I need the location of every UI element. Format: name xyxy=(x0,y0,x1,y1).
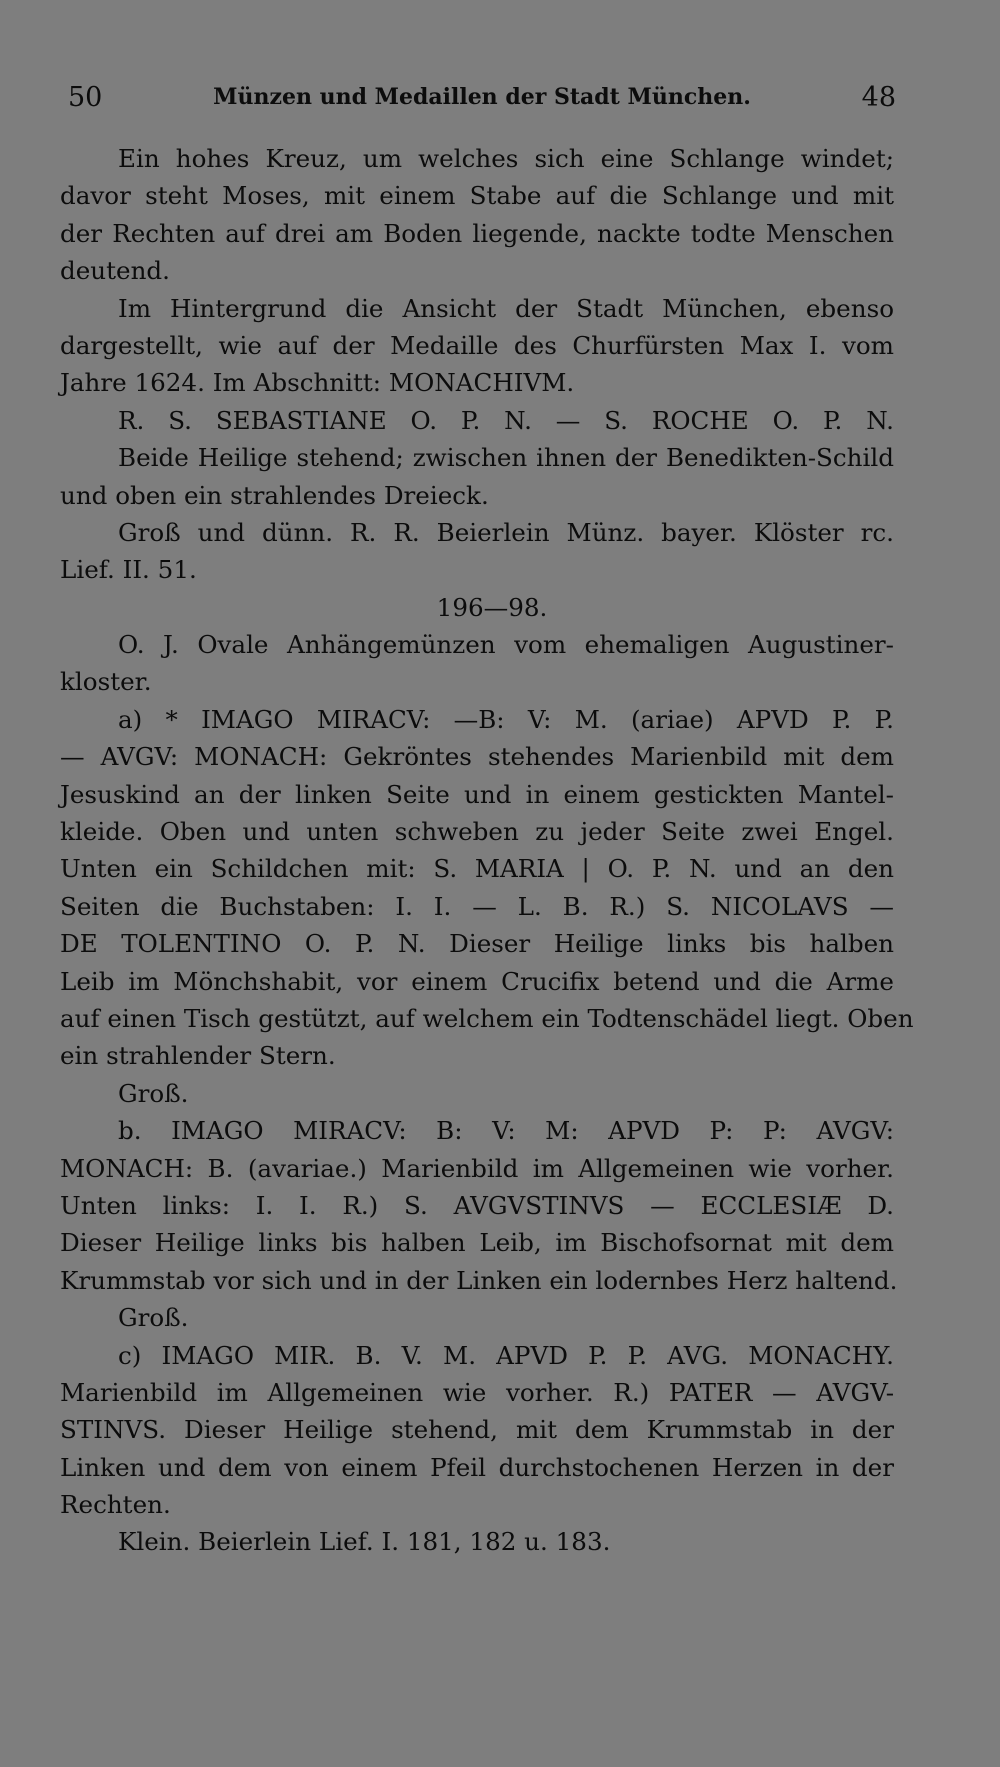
text-line: O. J. Ovale Anhängemünzen vom ehemaligen Augustiner- xyxy=(118,630,894,660)
text-line: kleide. Oben und unten schweben zu jeder Seite zwei Engel. xyxy=(60,817,894,847)
text-line: Groß und dünn. R. R. Beierlein Münz. bayer. Klöster rc. xyxy=(118,517,894,547)
text-line: dargestellt, wie auf der Medaille des Churfürsten Max I. vom xyxy=(60,330,894,360)
text-line: Jesuskind an der linken Seite und in einem gestickten Mantel- xyxy=(60,779,894,809)
text-line: a) * IMAGO MIRACV: —B: V: M. (ariae) APVD P. P. xyxy=(118,704,894,734)
page-number: 50 xyxy=(68,82,103,113)
text-line: davor steht Moses, mit einem Stabe auf die Schlange und mit xyxy=(60,181,894,211)
text-line: Dieser Heilige links bis halben Leib, im Bischofsornat mit dem xyxy=(60,1228,894,1258)
text-line: 196—98. xyxy=(436,592,548,622)
text-line: — AVGV: MONACH: Gekröntes stehendes Marienbild mit dem xyxy=(60,742,894,772)
text-line: b. IMAGO MIRACV: B: V: M: APVD P: P: AVGV: xyxy=(118,1116,894,1146)
text-line: Jahre 1624. Im Abschnitt: MONACHIVM. xyxy=(60,368,575,398)
text-line: MONACH: B. (avariae.) Marienbild im Allgemeinen wie vorher. xyxy=(60,1153,894,1183)
text-line: auf einen Tisch gestützt, auf welchem ein Todtenschädel liegt. Oben xyxy=(60,1003,914,1033)
page-header xyxy=(68,78,896,122)
text-line: Lief. II. 51. xyxy=(60,555,197,585)
text-line: Krummstab vor sich und in der Linken ein lodernbes Herz haltend. xyxy=(60,1265,898,1295)
text-line: Rechten. xyxy=(60,1490,171,1520)
item-number: 48 xyxy=(861,82,896,113)
text-line: STINVS. Dieser Heilige stehend, mit dem Krummstab in der xyxy=(60,1415,894,1445)
text-line: Linken und dem von einem Pfeil durchstochenen Herzen in der xyxy=(60,1452,894,1482)
text-line: deutend. xyxy=(60,256,170,286)
text-line: Groß. xyxy=(118,1078,189,1108)
text-line: der Rechten auf drei am Boden liegende, nackte todte Menschen xyxy=(60,218,894,248)
text-line: kloster. xyxy=(60,667,152,697)
text-line: Unten links: I. I. R.) S. AVGVSTINVS — ECCLESIÆ D. xyxy=(60,1190,894,1220)
running-title: Münzen und Medaillen der Stadt München. xyxy=(213,84,751,110)
text-line: Ein hohes Kreuz, um welches sich eine Schlange windet; xyxy=(118,144,894,173)
text-line: Leib im Mönchshabit, vor einem Crucifix betend und die Arme xyxy=(60,966,894,996)
text-line: Im Hintergrund die Ansicht der Stadt München, ebenso xyxy=(118,293,894,323)
text-line: R. S. SEBASTIANE O. P. N. — S. ROCHE O. P. N. xyxy=(118,405,894,435)
text-line: c) IMAGO MIR. B. V. M. APVD P. P. AVG. MONACHY. xyxy=(118,1340,894,1370)
text-line: Groß. xyxy=(118,1303,189,1333)
page-body xyxy=(60,140,914,1561)
text-line: DE TOLENTINO O. P. N. Dieser Heilige links bis halben xyxy=(60,929,894,959)
text-line: Klein. Beierlein Lief. I. 181, 182 u. 183. xyxy=(118,1527,611,1557)
text-line: ein strahlender Stern. xyxy=(60,1041,336,1071)
text-line: Beide Heilige stehend; zwischen ihnen der Benedikten-Schild xyxy=(118,443,894,473)
text-line: und oben ein strahlendes Dreieck. xyxy=(60,480,489,510)
text-line: Marienbild im Allgemeinen wie vorher. R.) PATER — AVGV- xyxy=(60,1377,894,1407)
text-line: Seiten die Buchstaben: I. I. — L. B. R.) S. NICOLAVS — xyxy=(60,891,894,921)
text-line: Unten ein Schildchen mit: S. MARIA | O. P. N. und an den xyxy=(60,854,894,884)
